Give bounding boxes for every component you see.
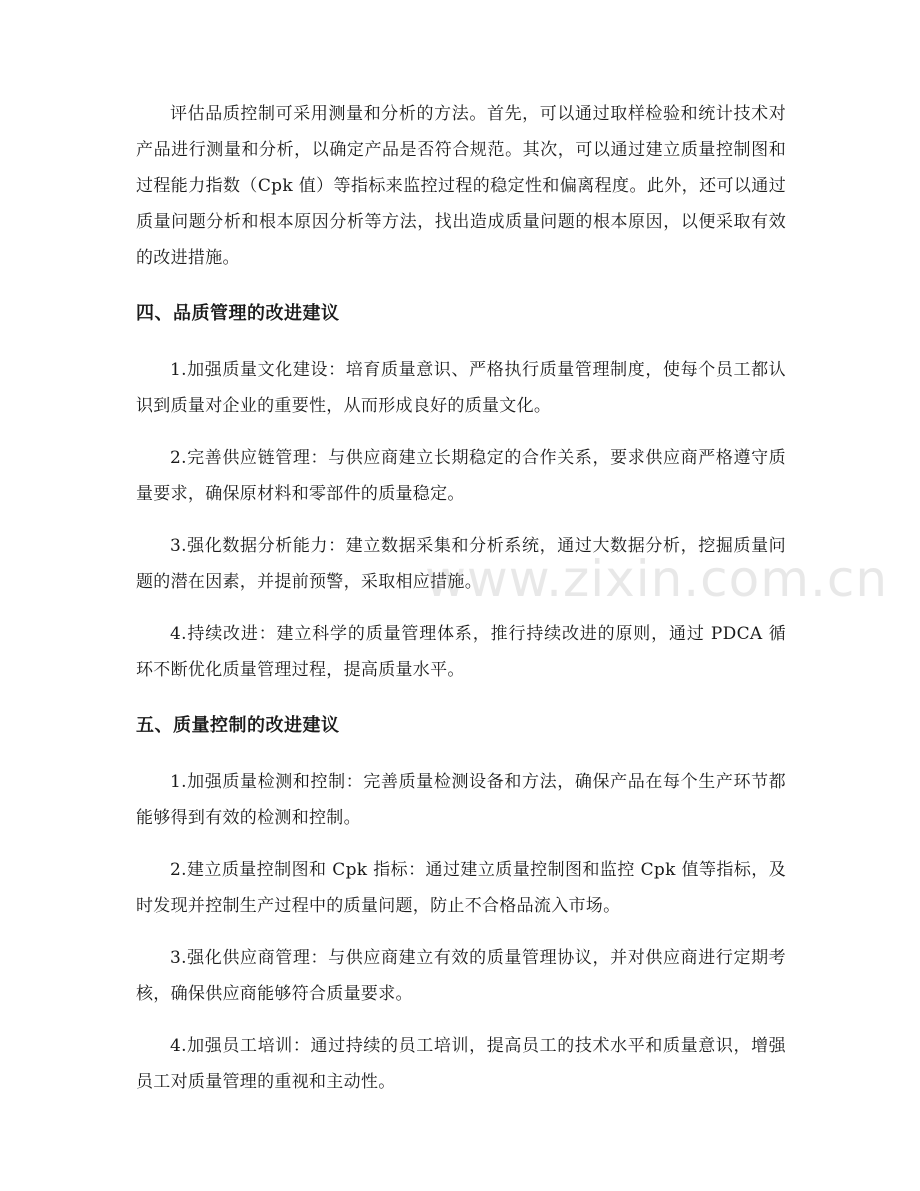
section-5-item-1: 1.加强质量检测和控制：完善质量检测设备和方法，确保产品在每个生产环节都能够得到有效的检测和控制。 [136,772,786,828]
section-4-item-1: 1.加强质量文化建设：培育质量意识、严格执行质量管理制度，使每个员工都认识到质量对企业的重要性，从而形成良好的质量文化。 [136,360,786,416]
section-5-heading: 五、质量控制的改进建议 [136,715,340,736]
section-5-item-4: 4.加强员工培训：通过持续的员工培训，提高员工的技术水平和质量意识，增强员工对质量管理的重视和主动性。 [136,1036,786,1092]
intro-paragraph: 评估品质控制可采用测量和分析的方法。首先，可以通过取样检验和统计技术对产品进行测量和分析，以确定产品是否符合规范。其次，可以通过建立质量控制图和过程能力指数（Cpk 值）等指标来监控过程的稳定性和偏离程度。此外，还可以通过质量问题分析和根本原因分析等方法，找出造成质量问题的根本原因，以便采取有效的改进措施。 [136,104,786,268]
section-5-item-2: 2.建立质量控制图和 Cpk 指标：通过建立质量控制图和监控 Cpk 值等指标，及时发现并控制生产过程中的质量问题，防止不合格品流入市场。 [136,860,786,916]
watermark: www.zixin.com.cn [425,550,889,608]
section-5-item-3: 3.强化供应商管理：与供应商建立有效的质量管理协议，并对供应商进行定期考核，确保供应商能够符合质量要求。 [136,948,786,1004]
section-4-heading: 四、品质管理的改进建议 [136,303,340,324]
section-4-item-3: 3.强化数据分析能力：建立数据采集和分析系统，通过大数据分析，挖掘质量问题的潜在因素，并提前预警，采取相应措施。 [136,536,786,592]
section-4-item-4: 4.持续改进：建立科学的质量管理体系，推行持续改进的原则，通过 PDCA 循环不断优化质量管理过程，提高质量水平。 [136,624,786,680]
section-4-item-2: 2.完善供应链管理：与供应商建立长期稳定的合作关系，要求供应商严格遵守质量要求，确保原材料和零部件的质量稳定。 [136,448,786,504]
